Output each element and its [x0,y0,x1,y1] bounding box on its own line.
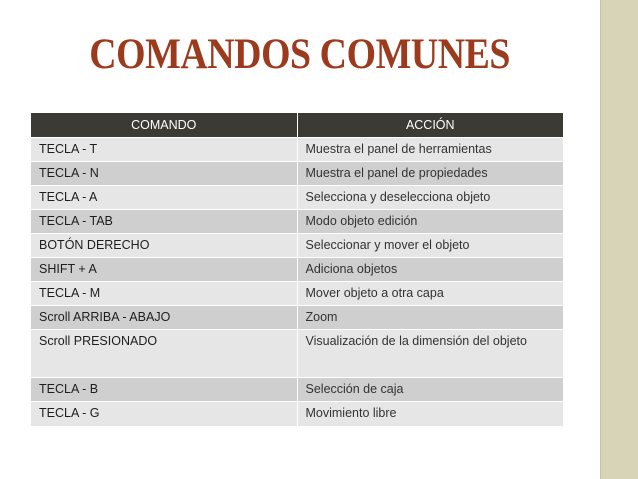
action-cell: Selecciona y deselecciona objeto [297,186,563,210]
command-cell: TECLA - T [31,138,297,162]
table-row [31,234,563,258]
action-cell: Muestra el panel de herramientas [297,138,563,162]
command-cell: BOTÓN DERECHO [31,234,297,258]
header-action: ACCIÓN [297,113,563,138]
action-cell: Visualización de la dimensión del objeto [297,330,563,378]
table-row [31,138,563,162]
table-row [31,282,563,306]
table-row [31,330,563,378]
slide-title: COMANDOS COMUNES [89,31,511,78]
commands-table [31,113,563,426]
action-cell: Adiciona objetos [297,258,563,282]
table-row [31,258,563,282]
header-command: COMANDO [31,113,297,138]
table-row [31,162,563,186]
command-cell: Scroll ARRIBA - ABAJO [31,306,297,330]
table-row [31,306,563,330]
decorative-side-bar [600,0,638,479]
action-cell: Modo objeto edición [297,210,563,234]
command-cell: TECLA - M [31,282,297,306]
command-cell: SHIFT + A [31,258,297,282]
command-cell: TECLA - TAB [31,210,297,234]
action-cell: Movimiento libre [297,402,563,426]
command-cell: TECLA - A [31,186,297,210]
table-row [31,210,563,234]
action-cell: Muestra el panel de propiedades [297,162,563,186]
command-cell: TECLA - B [31,378,297,402]
command-cell: TECLA - G [31,402,297,426]
table-row [31,378,563,402]
action-cell: Mover objeto a otra capa [297,282,563,306]
table-row [31,186,563,210]
command-cell: TECLA - N [31,162,297,186]
action-cell: Selección de caja [297,378,563,402]
table-row [31,402,563,426]
command-cell: Scroll PRESIONADO [31,330,297,378]
action-cell: Seleccionar y mover el objeto [297,234,563,258]
action-cell: Zoom [297,306,563,330]
table-header-row [31,113,563,138]
